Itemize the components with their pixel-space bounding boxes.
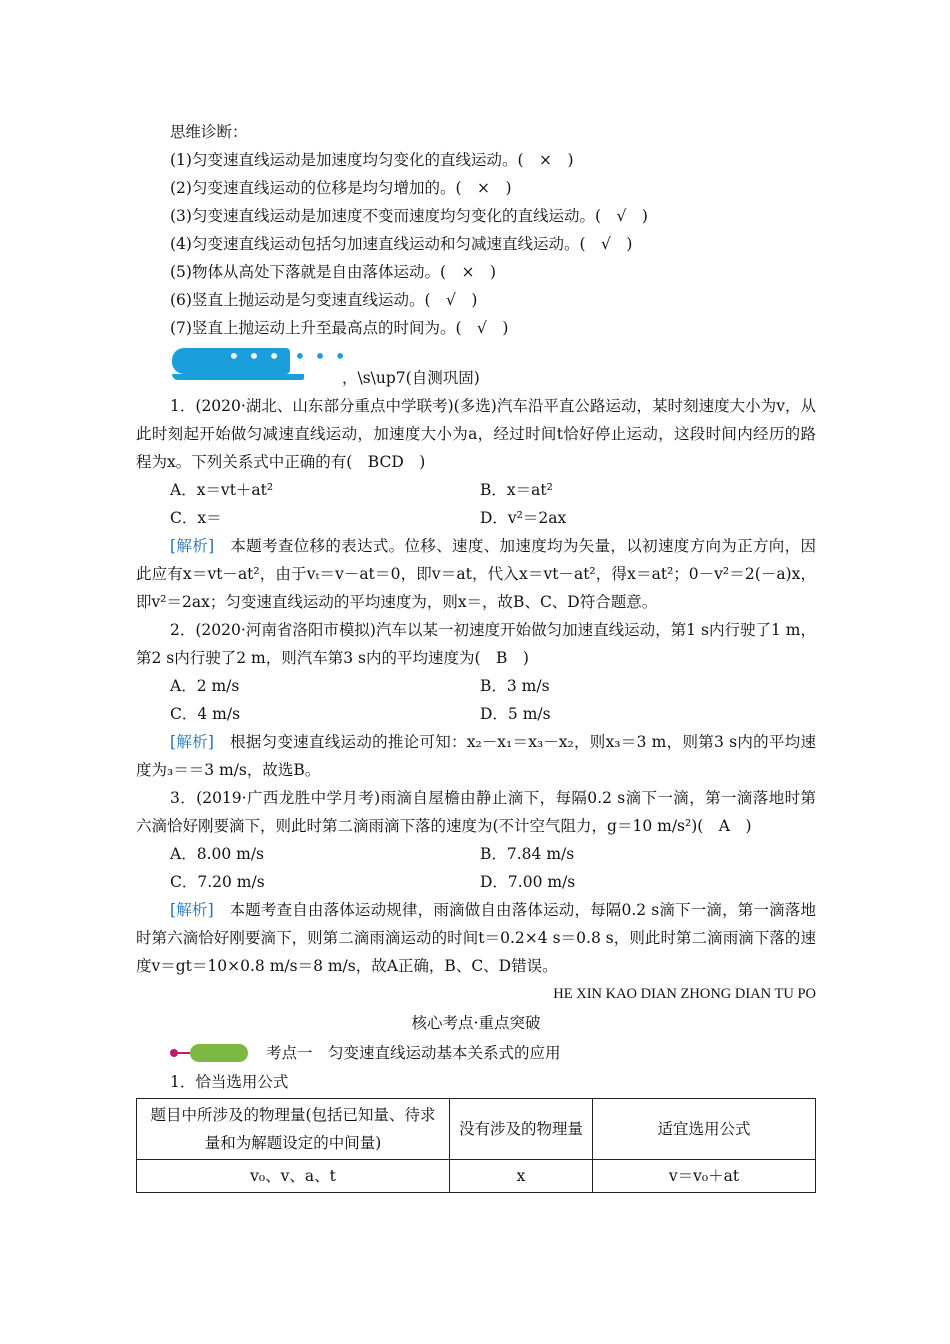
formula-table <box>136 1098 816 1193</box>
option-d: D．5 m/s <box>480 705 551 723</box>
option-b: B．x＝at² <box>480 481 553 499</box>
table-cell: v＝v₀＋at <box>593 1160 816 1193</box>
table-header-cell: 题目中所涉及的物理量(包括已知量、待求量和为解题设定的中间量) <box>137 1099 450 1160</box>
thinking-item: (6)竖直上抛运动是匀变速直线运动。( √ ) <box>170 291 478 309</box>
table-header-row <box>137 1099 816 1160</box>
table-row <box>137 1160 816 1193</box>
option-c: C．4 m/s <box>170 705 241 723</box>
analysis-tag: [解析] <box>170 901 214 919</box>
question-1-options-row <box>136 504 816 532</box>
question-3-options-row <box>136 840 816 868</box>
analysis-tag: [解析] <box>170 733 214 751</box>
analysis-text: 根据匀变速直线运动的推论可知：x₂－x₁＝x₃－x₂，则x₃＝3 m，则第3 s内的平均速度为₃＝＝3 m/s，故选B。 <box>136 733 816 779</box>
page-content <box>136 118 816 1193</box>
thinking-item: (7)竖直上抛运动上升至最高点的时间为。( √ ) <box>170 319 509 337</box>
question-3-stem: 3．(2019·广西龙胜中学月考)雨滴自屋檐由静止滴下，每隔0.2 s滴下一滴，第一滴落地时第六滴恰好刚要滴下，则此时第二滴雨滴下落的速度为(不计空气阻力，g＝10 m/s²)( A ) <box>136 789 816 835</box>
section-pinyin: HE XIN KAO DIAN ZHONG DIAN TU PO <box>553 986 816 1002</box>
question-2-stem: 2．(2020·河南省洛阳市模拟)汽车以某一初速度开始做匀加速直线运动，第1 s内行驶了1 m，第2 s内行驶了2 m，则汽车第3 s内的平均速度为( B ) <box>136 621 816 667</box>
pill-marker-icon <box>190 1044 248 1062</box>
table-cell: x <box>450 1160 593 1193</box>
analysis-tag: [解析] <box>170 537 215 555</box>
option-d: D．v²＝2ax <box>480 509 567 527</box>
question-1-analysis <box>136 532 816 616</box>
dots-icon: • • • <box>228 344 282 368</box>
option-c: C．x＝ <box>170 509 222 527</box>
thinking-title: 思维诊断： <box>170 123 248 141</box>
option-a: A．2 m/s <box>170 677 240 695</box>
banner-text: ，\s\up7(自测巩固) <box>342 369 480 387</box>
question-1-options-row <box>136 476 816 504</box>
bullet-line <box>176 1052 190 1054</box>
question-3-options-row <box>136 868 816 896</box>
analysis-text: 本题考查位移的表达式。位移、速度、加速度均为矢量，以初速度方向为正方向，因此应有x＝vt－at²，由于vₜ＝v－at＝0，即v＝at，代入x＝vt－at²，得x＝at²；0－v²＝2(－a)x，即v²＝2ax；匀变速直线运动的平均速度为，则x＝，故B、C、D符合题意。 <box>136 537 816 611</box>
question-1-stem: 1．(2020·湖北、山东部分重点中学联考)(多选)汽车沿平直公路运动，某时刻速度大小为v，从此时刻起开始做匀减速直线运动，加速度大小为a，经过时间t恰好停止运动，这段时间内经历的路程为x。下列关系式中正确的有( BCD ) <box>136 397 816 471</box>
option-b: B．7.84 m/s <box>480 845 575 863</box>
kaodian-heading <box>136 1038 816 1068</box>
table-header-cell: 没有涉及的物理量 <box>450 1099 593 1160</box>
self-test-banner <box>136 344 816 392</box>
sub-heading: 1．恰当选用公式 <box>170 1073 289 1091</box>
section-title: 核心考点·重点突破 <box>411 1014 541 1032</box>
dots-icon: • • • <box>294 344 348 368</box>
question-3-analysis <box>136 896 816 980</box>
option-a: A．x＝vt＋at² <box>170 481 274 499</box>
table-cell: v₀、v、a、t <box>137 1160 450 1193</box>
thinking-item: (3)匀变速直线运动是加速度不变而速度均匀变化的直线运动。( √ ) <box>170 207 648 225</box>
thinking-item: (4)匀变速直线运动包括匀加速直线运动和匀减速直线运动。( √ ) <box>170 235 633 253</box>
analysis-text: 本题考查自由落体运动规律，雨滴做自由落体运动，每隔0.2 s滴下一滴，第一滴落地时第六滴恰好刚要滴下，则第二滴雨滴运动的时间t＝0.2×4 s＝0.8 s，则此时第二滴雨滴下落的速度v＝gt＝10×0.8 m/s＝8 m/s，故A正确，B、C、D错误。 <box>136 901 816 975</box>
thinking-item: (5)物体从高处下落就是自由落体运动。( × ) <box>170 263 497 281</box>
option-d: D．7.00 m/s <box>480 873 576 891</box>
option-a: A．8.00 m/s <box>170 845 265 863</box>
question-2-options-row <box>136 700 816 728</box>
question-2-analysis <box>136 728 816 784</box>
option-b: B．3 m/s <box>480 677 550 695</box>
kaodian-title: 考点一 匀变速直线运动基本关系式的应用 <box>266 1044 561 1062</box>
question-2-options-row <box>136 672 816 700</box>
option-c: C．7.20 m/s <box>170 873 265 891</box>
thinking-item: (2)匀变速直线运动的位移是均匀增加的。( × ) <box>170 179 512 197</box>
table-header-cell: 适宜选用公式 <box>593 1099 816 1160</box>
thinking-item: (1)匀变速直线运动是加速度均匀变化的直线运动。( × ) <box>170 151 574 169</box>
